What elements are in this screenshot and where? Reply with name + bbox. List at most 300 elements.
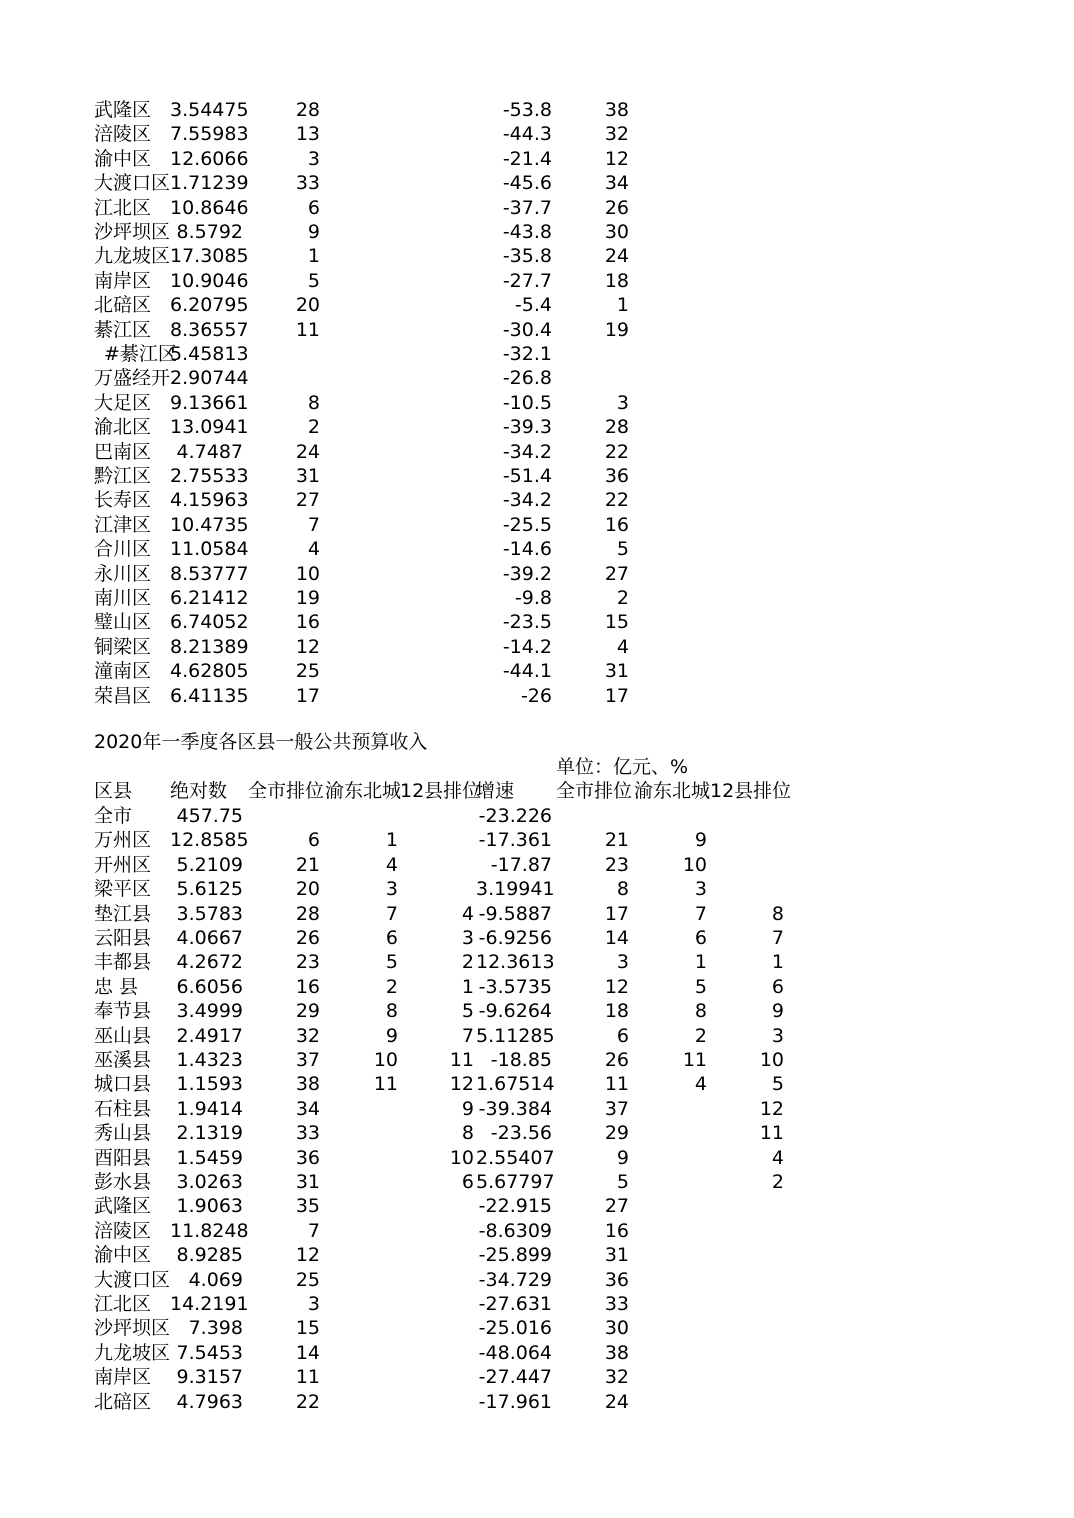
growth-city-rank: 32	[604, 123, 629, 146]
table-row	[0, 659, 1074, 683]
growth-rate: -27.631	[478, 1293, 552, 1315]
table-row	[0, 196, 1074, 220]
growth-city-rank: 5	[616, 1171, 629, 1193]
district-name: 酉阳县	[94, 1146, 152, 1169]
growth-city-rank: 15	[604, 611, 629, 634]
city-rank: 16	[295, 975, 320, 998]
growth-northeast-rank: 8	[694, 1000, 707, 1023]
growth-twelve-county-rank	[712, 1219, 784, 1243]
growth-twelve-county-rank	[712, 1243, 784, 1267]
growth-city-rank: 5	[616, 538, 629, 561]
growth-northeast-rank	[634, 1146, 707, 1170]
district-name: 开州区	[94, 853, 152, 876]
growth-rate: -34.729	[478, 1268, 552, 1291]
growth-northeast-rank	[634, 1390, 707, 1414]
table-row	[0, 562, 1074, 586]
growth-rate: -25.5	[502, 513, 552, 536]
twelve-county-rank: 4	[461, 902, 474, 925]
city-rank: 21	[295, 853, 320, 876]
growth-city-rank: 2	[616, 587, 629, 609]
absolute-value: 6.21412	[170, 587, 249, 609]
city-rank	[250, 342, 320, 366]
northeast-rank	[328, 1170, 398, 1194]
absolute-value: 4.7963	[176, 1390, 243, 1413]
northeast-rank	[328, 1219, 398, 1243]
city-rank: 6	[307, 829, 320, 852]
growth-rate: -48.064	[478, 1341, 552, 1364]
growth-northeast-rank: 1	[694, 951, 707, 974]
growth-rate: -10.5	[502, 391, 552, 414]
header-growth: 增速	[476, 780, 515, 802]
northeast-rank	[328, 1390, 398, 1414]
growth-city-rank: 16	[604, 513, 629, 536]
table-row	[0, 1121, 1074, 1145]
table-row	[0, 1219, 1074, 1243]
table-row	[0, 1316, 1074, 1340]
absolute-value: 5.6125	[176, 878, 243, 901]
growth-city-rank: 9	[616, 1146, 629, 1169]
district-name: 九龙坡区	[94, 245, 171, 268]
table-row	[0, 950, 1074, 974]
growth-rate: -6.9256	[478, 927, 552, 949]
twelve-county-rank: 3	[461, 927, 474, 949]
absolute-value: 10.4735	[170, 513, 249, 536]
city-rank: 25	[295, 660, 320, 683]
growth-rate: 3.19941	[476, 878, 555, 901]
twelve-county-rank: 1	[461, 975, 474, 998]
growth-northeast-rank	[634, 1121, 707, 1145]
district-name: 万盛经开	[94, 367, 171, 390]
growth-rate: -23.226	[478, 805, 552, 827]
twelve-county-rank: 7	[461, 1024, 474, 1047]
growth-northeast-rank: 7	[694, 902, 707, 925]
city-rank: 22	[295, 1390, 320, 1413]
growth-city-rank: 22	[604, 489, 629, 512]
district-name: 涪陵区	[94, 1219, 152, 1242]
city-rank: 36	[295, 1146, 320, 1169]
growth-rate: -9.6264	[478, 1000, 552, 1023]
growth-city-rank: 38	[604, 1341, 629, 1364]
absolute-value: 1.5459	[176, 1146, 243, 1169]
absolute-value: 2.90744	[170, 367, 249, 390]
district-name: 全市	[94, 805, 133, 827]
growth-northeast-rank: 4	[694, 1073, 707, 1096]
district-name: 涪陵区	[94, 123, 152, 146]
header-12-county-rank: 12县排位	[400, 780, 482, 802]
header-growth-city-rank: 全市排位	[556, 780, 633, 802]
city-rank: 14	[295, 1341, 320, 1364]
city-rank: 38	[295, 1073, 320, 1096]
growth-rate: -17.361	[478, 829, 552, 852]
city-rank: 6	[307, 196, 320, 219]
growth-rate: -32.1	[502, 343, 552, 365]
table-row	[0, 464, 1074, 488]
growth-rate: -9.5887	[478, 902, 552, 925]
growth-rate: -45.6	[502, 172, 552, 195]
district-name: 梁平区	[94, 878, 152, 901]
growth-rate: 2.55407	[476, 1146, 555, 1169]
twelve-county-rank: 2	[461, 951, 474, 974]
growth-northeast-rank: 5	[694, 975, 707, 998]
city-rank: 29	[295, 1000, 320, 1023]
growth-rate: -27.7	[502, 269, 552, 292]
unit-label: 单位：亿元、%	[556, 756, 689, 778]
city-rank: 25	[295, 1268, 320, 1291]
district-name: 江津区	[94, 513, 152, 536]
district-name: 沙坪坝区	[94, 1317, 171, 1340]
growth-city-rank: 30	[604, 221, 629, 243]
table-row	[0, 147, 1074, 171]
absolute-value: 9.3157	[176, 1366, 243, 1389]
absolute-value: 12.6066	[170, 147, 249, 170]
growth-twelve-county-rank: 5	[771, 1073, 784, 1096]
growth-rate: 5.11285	[476, 1024, 555, 1047]
growth-rate: -9.8	[514, 587, 552, 609]
growth-twelve-county-rank	[712, 828, 784, 852]
absolute-value: 4.0667	[176, 927, 243, 949]
northeast-rank	[328, 1194, 398, 1218]
absolute-value: 6.41135	[170, 684, 249, 707]
growth-rate: -5.4	[514, 294, 552, 317]
city-rank: 11	[295, 1366, 320, 1389]
table-row	[0, 975, 1074, 999]
growth-city-rank: 32	[604, 1366, 629, 1389]
growth-northeast-rank	[634, 1316, 707, 1340]
growth-city-rank: 38	[604, 99, 629, 121]
growth-twelve-county-rank: 6	[771, 975, 784, 998]
table-row	[0, 366, 1074, 390]
table-row	[0, 342, 1074, 366]
growth-city-rank: 12	[604, 975, 629, 998]
growth-rate: -35.8	[502, 245, 552, 268]
northeast-rank	[328, 1341, 398, 1365]
twelve-county-rank	[404, 1292, 474, 1316]
table-row	[0, 828, 1074, 852]
growth-city-rank: 6	[616, 1024, 629, 1047]
growth-northeast-rank: 10	[682, 853, 707, 876]
northeast-rank	[328, 1268, 398, 1292]
table-row	[0, 1146, 1074, 1170]
absolute-value: 4.069	[188, 1268, 243, 1291]
table-row	[0, 391, 1074, 415]
district-name: 长寿区	[94, 489, 152, 512]
northeast-rank	[328, 1316, 398, 1340]
growth-city-rank: 21	[604, 829, 629, 852]
table-row	[0, 902, 1074, 926]
growth-twelve-county-rank	[712, 1341, 784, 1365]
growth-rate: -14.6	[502, 538, 552, 561]
table-row	[0, 684, 1074, 708]
absolute-value: 6.74052	[170, 611, 249, 634]
growth-rate: -34.2	[502, 489, 552, 512]
growth-rate: -37.7	[502, 196, 552, 219]
table-row	[0, 269, 1074, 293]
northeast-rank: 11	[373, 1073, 398, 1096]
header-district: 区县	[94, 780, 133, 802]
growth-northeast-rank	[634, 1341, 707, 1365]
growth-city-rank: 26	[604, 1049, 629, 1071]
district-name: 九龙坡区	[94, 1341, 171, 1364]
growth-rate: -30.4	[502, 318, 552, 341]
city-rank: 7	[307, 513, 320, 536]
city-rank: 32	[295, 1024, 320, 1047]
northeast-rank	[328, 804, 398, 828]
city-rank: 19	[295, 587, 320, 609]
city-rank: 26	[295, 927, 320, 949]
city-rank: 12	[295, 635, 320, 658]
table-row	[0, 1243, 1074, 1267]
growth-city-rank: 23	[604, 853, 629, 876]
growth-twelve-county-rank: 7	[771, 927, 784, 949]
growth-rate: -26.8	[502, 367, 552, 390]
northeast-rank	[328, 1292, 398, 1316]
northeast-rank	[328, 1365, 398, 1389]
absolute-value: 4.2672	[176, 951, 243, 974]
growth-city-rank	[556, 804, 629, 828]
growth-twelve-county-rank: 8	[771, 902, 784, 925]
growth-northeast-rank	[634, 1219, 707, 1243]
district-name: 巫溪县	[94, 1049, 152, 1071]
northeast-rank: 9	[385, 1024, 398, 1047]
growth-rate: -14.2	[502, 635, 552, 658]
absolute-value: 11.8248	[170, 1219, 249, 1242]
growth-city-rank: 26	[604, 196, 629, 219]
district-name: 武隆区	[94, 1195, 152, 1218]
growth-rate: 5.67797	[476, 1171, 555, 1193]
table-row	[0, 1341, 1074, 1365]
absolute-value: 7.398	[188, 1317, 243, 1340]
growth-twelve-county-rank: 1	[771, 951, 784, 974]
growth-city-rank: 11	[604, 1073, 629, 1096]
absolute-value: 11.0584	[170, 538, 249, 561]
city-rank: 20	[295, 294, 320, 317]
growth-twelve-county-rank: 12	[759, 1097, 784, 1120]
growth-city-rank: 14	[604, 927, 629, 949]
city-rank: 11	[295, 318, 320, 341]
absolute-value: 3.54475	[170, 99, 249, 121]
city-rank: 16	[295, 611, 320, 634]
absolute-value: 2.75533	[170, 465, 249, 487]
table-row	[0, 635, 1074, 659]
growth-twelve-county-rank: 2	[771, 1171, 784, 1193]
absolute-value: 1.71239	[170, 172, 249, 195]
growth-city-rank	[556, 342, 629, 366]
absolute-value: 8.5792	[176, 221, 243, 243]
growth-northeast-rank	[634, 1194, 707, 1218]
table-row	[0, 610, 1074, 634]
table-row	[0, 853, 1074, 877]
twelve-county-rank	[404, 828, 474, 852]
city-rank: 17	[295, 684, 320, 707]
city-rank: 1	[307, 245, 320, 268]
northeast-rank: 4	[385, 853, 398, 876]
district-name: 秀山县	[94, 1122, 152, 1145]
district-name: 南岸区	[94, 1366, 152, 1389]
twelve-county-rank: 12	[449, 1073, 474, 1096]
growth-twelve-county-rank	[712, 1390, 784, 1414]
district-name: 潼南区	[94, 660, 152, 683]
growth-northeast-rank	[634, 1292, 707, 1316]
absolute-value: 3.4999	[176, 1000, 243, 1023]
growth-northeast-rank	[634, 1365, 707, 1389]
northeast-rank	[328, 1097, 398, 1121]
northeast-rank	[328, 1243, 398, 1267]
growth-rate: -39.384	[478, 1097, 552, 1120]
city-rank: 37	[295, 1049, 320, 1071]
absolute-value: 8.21389	[170, 635, 249, 658]
growth-rate: -39.3	[502, 416, 552, 439]
growth-city-rank: 36	[604, 465, 629, 487]
growth-city-rank: 8	[616, 878, 629, 901]
district-name: 南岸区	[94, 269, 152, 292]
absolute-value: 2.4917	[176, 1024, 243, 1047]
city-rank: 33	[295, 172, 320, 195]
district-name: 大渡口区	[94, 1268, 171, 1291]
city-rank: 31	[295, 1171, 320, 1193]
growth-northeast-rank: 11	[682, 1049, 707, 1071]
growth-twelve-county-rank	[712, 1316, 784, 1340]
growth-rate: -3.5735	[478, 975, 552, 998]
city-rank: 27	[295, 489, 320, 512]
district-name: 荣昌区	[94, 684, 152, 707]
city-rank: 35	[295, 1195, 320, 1218]
district-name: 巴南区	[94, 440, 152, 463]
northeast-rank: 10	[373, 1049, 398, 1071]
header-northeast: 渝东北城	[325, 780, 402, 802]
district-name: 渝北区	[94, 416, 152, 439]
growth-rate: -22.915	[478, 1195, 552, 1218]
growth-city-rank: 24	[604, 1390, 629, 1413]
district-name: 江北区	[94, 1293, 152, 1315]
district-name: 江北区	[94, 196, 152, 219]
district-name: 大足区	[94, 391, 152, 414]
growth-northeast-rank: 6	[694, 927, 707, 949]
growth-northeast-rank	[634, 1243, 707, 1267]
twelve-county-rank: 8	[461, 1122, 474, 1145]
absolute-value: 7.5453	[176, 1341, 243, 1364]
growth-rate: -23.5	[502, 611, 552, 634]
growth-rate: -18.85	[490, 1049, 552, 1071]
district-name: 铜梁区	[94, 635, 152, 658]
city-rank: 15	[295, 1317, 320, 1340]
growth-city-rank: 27	[604, 562, 629, 585]
city-rank: 13	[295, 123, 320, 146]
twelve-county-rank	[404, 1365, 474, 1389]
absolute-value: 8.36557	[170, 318, 249, 341]
absolute-value: 8.53777	[170, 562, 249, 585]
city-rank: 10	[295, 562, 320, 585]
table-row	[0, 1170, 1074, 1194]
growth-city-rank: 1	[616, 294, 629, 317]
growth-city-rank: 37	[604, 1097, 629, 1120]
city-rank: 24	[295, 440, 320, 463]
growth-northeast-rank	[634, 1097, 707, 1121]
district-name: 渝中区	[94, 1244, 152, 1267]
growth-twelve-county-rank: 3	[771, 1024, 784, 1047]
table-row	[0, 877, 1074, 901]
district-name: 忠 县	[94, 975, 139, 998]
table-row	[0, 513, 1074, 537]
table-row	[0, 488, 1074, 512]
twelve-county-rank: 10	[449, 1146, 474, 1169]
city-rank: 28	[295, 902, 320, 925]
table-row	[0, 1292, 1074, 1316]
table-title: 2020年一季度各区县一般公共预算收入	[94, 731, 428, 753]
absolute-value: 1.9063	[176, 1195, 243, 1218]
absolute-value: 4.7487	[176, 440, 243, 463]
growth-twelve-county-rank: 4	[771, 1146, 784, 1169]
absolute-value: 457.75	[176, 805, 243, 827]
growth-rate: -44.1	[502, 660, 552, 683]
growth-rate: -27.447	[478, 1366, 552, 1389]
growth-city-rank: 3	[616, 951, 629, 974]
growth-city-rank: 19	[604, 318, 629, 341]
absolute-value: 2.1319	[176, 1122, 243, 1145]
table-row	[0, 1024, 1074, 1048]
growth-city-rank: 31	[604, 660, 629, 683]
growth-rate: -51.4	[502, 465, 552, 487]
growth-northeast-rank: 9	[694, 829, 707, 852]
header-growth-northeast: 渝东北城	[634, 780, 711, 802]
header-growth-12-county-rank: 12县排位	[710, 780, 792, 802]
growth-city-rank	[556, 366, 629, 390]
city-rank: 5	[307, 269, 320, 292]
growth-city-rank: 36	[604, 1268, 629, 1291]
growth-rate: -43.8	[502, 221, 552, 243]
northeast-rank: 8	[385, 1000, 398, 1023]
growth-city-rank: 17	[604, 902, 629, 925]
growth-rate: -53.8	[502, 99, 552, 121]
growth-rate: -44.3	[502, 123, 552, 146]
district-name: 北碚区	[94, 294, 152, 317]
absolute-value: 4.15963	[170, 489, 249, 512]
district-name: 綦江区	[94, 318, 152, 341]
city-rank: 28	[295, 99, 320, 121]
absolute-value: 10.9046	[170, 269, 249, 292]
city-rank: 8	[307, 391, 320, 414]
district-name: 沙坪坝区	[94, 221, 171, 243]
growth-northeast-rank: 3	[694, 878, 707, 901]
district-name: 云阳县	[94, 927, 152, 949]
district-name: 奉节县	[94, 1000, 152, 1023]
northeast-rank: 3	[385, 878, 398, 901]
city-rank: 2	[307, 416, 320, 439]
district-name: 巫山县	[94, 1024, 152, 1047]
city-rank: 3	[307, 1293, 320, 1315]
growth-city-rank: 17	[604, 684, 629, 707]
table-row	[0, 318, 1074, 342]
growth-rate: -17.87	[490, 853, 552, 876]
twelve-county-rank: 6	[461, 1171, 474, 1193]
city-rank: 9	[307, 221, 320, 243]
district-name: 丰都县	[94, 951, 152, 974]
absolute-value: 12.8585	[170, 829, 249, 852]
growth-rate: -8.6309	[478, 1219, 552, 1242]
absolute-value: 6.20795	[170, 294, 249, 317]
twelve-county-rank: 5	[461, 1000, 474, 1023]
growth-rate: -17.961	[478, 1390, 552, 1413]
twelve-county-rank: 9	[461, 1097, 474, 1120]
growth-city-rank: 33	[604, 1293, 629, 1315]
district-name: 城口县	[94, 1073, 152, 1096]
growth-city-rank: 29	[604, 1122, 629, 1145]
growth-twelve-county-rank	[712, 877, 784, 901]
growth-rate: -34.2	[502, 440, 552, 463]
city-rank: 7	[307, 1219, 320, 1242]
table-row	[0, 1268, 1074, 1292]
district-name: 南川区	[94, 587, 152, 609]
twelve-county-rank	[404, 877, 474, 901]
